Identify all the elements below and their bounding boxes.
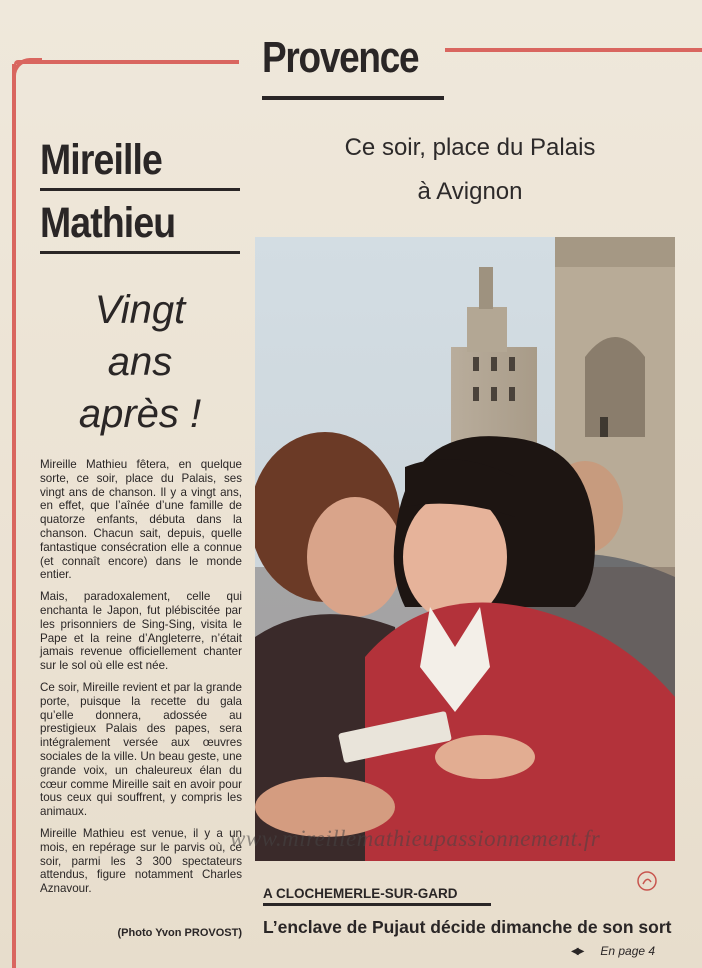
headline-tagline: [40, 284, 240, 440]
tagline-line-1: Vingt: [94, 288, 186, 332]
article-paragraph: Mireille Mathieu fêtera, en quelque sorte, ce soir, place du Palais, ses vingt ans de chanson. Il y a vingt ans, en effet, que l’aînée d’une famille de quatorze enfants, débuta dans la chanson. Chacun sait, depuis, quelle fantastique consécration elle a connue (et connaît encore) dans le monde entier.: [40, 458, 242, 582]
headline-name: [40, 136, 240, 262]
photo-watermark: www.mireillemathieupassionnement.fr: [230, 826, 601, 851]
article-paragraph: Ce soir, Mireille revient et par la grande porte, puisque la recette du gala qu’elle donnera, adossée au prestigieux Palais des papes, sera intégralement versée aux œuvres sociales de la ville. Un beau geste, une grande voix, un chaleureux élan du cœur comme Mireille sait en avoir pour tous ceux qui souffrent, y compris les animaux.: [40, 680, 242, 819]
article-paragraph: Mireille Mathieu est venue, il y a un mois, en repérage sur le parvis où, ce soir, parmi les 3 300 spectateurs attendus, figure notamment Charles Aznavour.: [40, 826, 242, 896]
tagline-line-2: ans: [107, 340, 173, 384]
page-reference-label: En page 4: [600, 944, 656, 958]
subhead: [290, 126, 650, 214]
tagline-line-3: après !: [78, 392, 202, 436]
headline-first-name: Mireille: [40, 136, 162, 184]
article-paragraph: Mais, paradoxalement, celle qui enchanta le Japon, fut plébiscitée par les prisonniers de Sing-Sing, visita le Pape et la reine d’Angleterre, n’était jamais revenue officiellement chanter sur le sol où elle est née.: [40, 590, 242, 673]
article-body: [40, 458, 242, 904]
double-arrow-icon: ◀▶: [571, 946, 583, 957]
section-title: Provence: [262, 33, 419, 82]
subhead-line-1: Ce soir, place du Palais: [344, 134, 596, 161]
headline-last-name: Mathieu: [40, 199, 176, 247]
news-photo-illustration: [255, 237, 675, 861]
headline-rule-1: [40, 188, 240, 191]
emblem-icon: [636, 870, 658, 892]
teaser-headline[interactable]: L’enclave de Pujaut décide dimanche de son sort: [263, 917, 672, 937]
section-title-underline: [262, 96, 444, 100]
headline-rule-2: [40, 251, 240, 254]
red-frame-top-right: [445, 48, 702, 52]
photo-credit: (Photo Yvon PROVOST): [117, 927, 242, 939]
subhead-line-2: à Avignon: [417, 178, 523, 205]
red-frame-left: [12, 64, 16, 968]
teaser-kicker: A CLOCHEMERLE-SUR-GARD: [263, 886, 458, 901]
teaser-kicker-underline: [263, 903, 491, 906]
teaser-page-reference[interactable]: [571, 944, 655, 958]
news-photo: [255, 237, 675, 861]
red-frame-top-left: [14, 60, 239, 64]
